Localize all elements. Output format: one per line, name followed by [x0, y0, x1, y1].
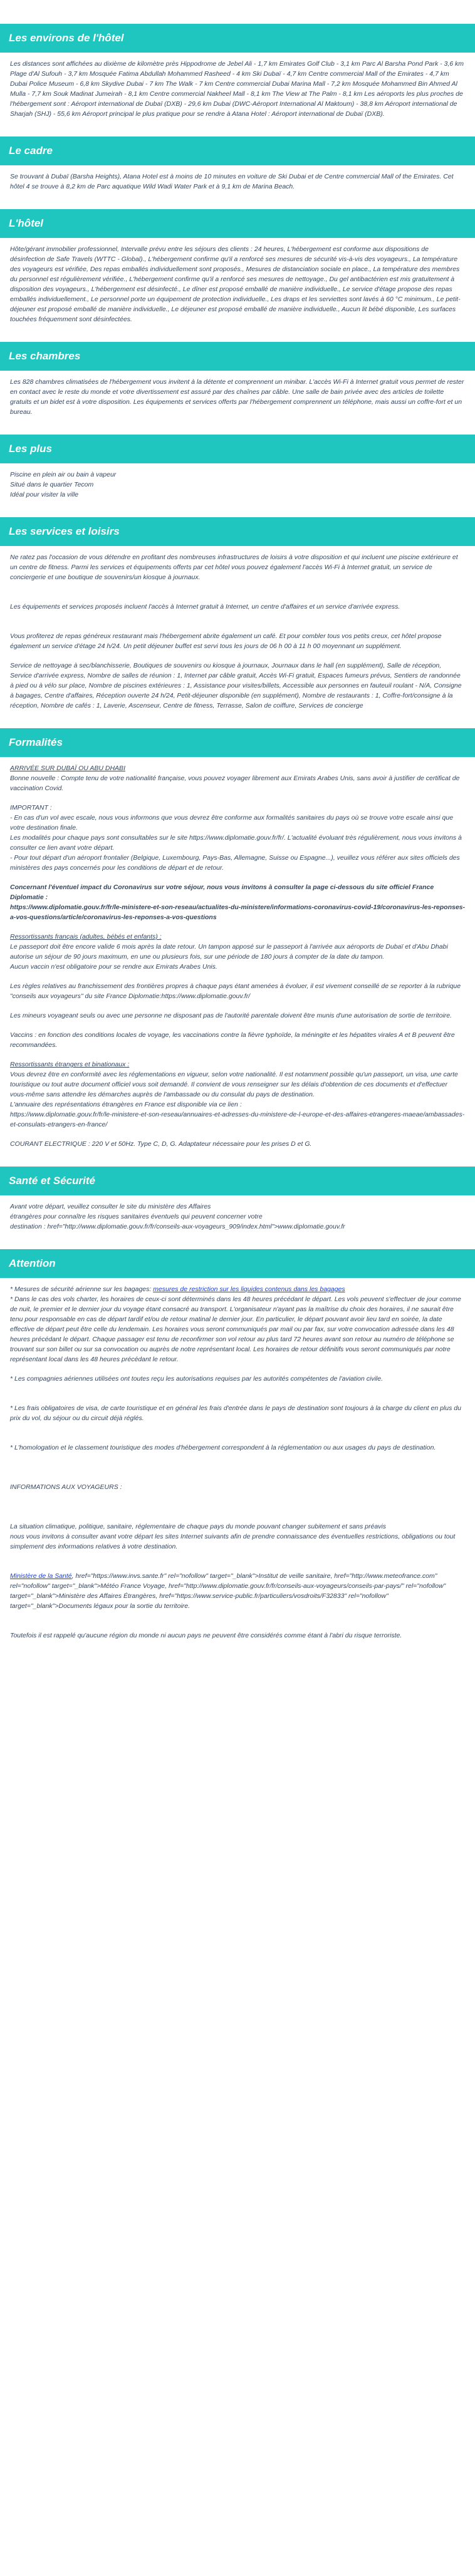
section-hotel [0, 209, 475, 324]
info-voyageurs-label: INFORMATIONS AUX VOYAGEURS : [10, 1483, 122, 1491]
services-paragraph: Ne ratez pas l'occasion de vous détendre en profitant des nombreuses infrastructures de loisirs à votre disposition et qui incluent une piscine extérieure et un centre de fitness. Parmi les services et équipements offerts par cet hôtel vous pouvez également l'accès Wi-Fi à Internet gratuit, un service de conciergerie et une boutique de souvenirs/un kiosque à journaux. [10, 554, 458, 581]
attention-paragraph: * Les compagnies aériennes utilisées ont toutes reçu les autorisations requises par les autorités compétentes de l'aviation civile. [10, 1375, 383, 1383]
attention-paragraph: * Dans le cas des vols charter, les horaires de ceux-ci sont déterminés dans les 48 heures précédant le départ. Les vols peuvent s'effectuer de jour comme de nuit, le premier et le dernier jour du voyage étant consacré au transport. L'organisateur n'ayant pas la maîtrise du choix des horaires, il ne saurait être tenu pour responsable en cas de départ tardif et/ou de retour matinal le dernier jour. En particulier, le départ pouvant avoir lieu tard en soirée, la date effective de départ peut être celle du lendemain. Les horaires vous seront communiqués par mail ou par fax, sur votre convocation adressée dans les 48 heures précédant le départ. Chaque passager est tenu de reconfirmer son vol retour au plus tard 72 heures avant son retour au numéro de téléphone se trouvant sur son billet ou sur sa convocation ou auprès de notre représentant local. Les horaires de retour définitifs vous seront communiqués par notre représentant local dans les 48 heures précédant le retour. [10, 1296, 461, 1363]
attention-paragraph: * L'homologation et le classement touristique des modes d'hébergement correspondent à la réglementation ou aux usages du pays de destination. [10, 1444, 436, 1451]
plus-line: Idéal pour visiter la ville [10, 491, 79, 498]
etrangers-title: Ressortissants étrangers et binationaux : [10, 1061, 130, 1068]
courant-electrique: COURANT ELECTRIQUE : 220 V et 50Hz. Type C, D, G. Adaptateur nécessaire pour les prises D et G. [10, 1140, 312, 1148]
attention-paragraph: * Les frais obligatoires de visa, de carte touristique et en général les frais d'entrée dans le pays de destination sont toujours à la charge du client en plus du prix du vol, du séjour ou du circuit déjà réglés. [10, 1404, 461, 1422]
formalites-paragraph: Bonne nouvelle : Compte tenu de votre nationalité française, vous pouvez voyager librement aux Emirats Arabes Unis, sans avoir à justifier de certificat de vaccination Covid. [10, 775, 460, 792]
cadre-text: Se trouvant à Dubaï (Barsha Heights), Atana Hotel est à moins de 10 minutes en voiture de Ski Dubai et de Centre commercial Mall of the Emirates. Cet hôtel 4 se trouve à 8,2 km de Parc aquatique Wild Wadi Water Park et à 9,1 km de Marina Beach. [10, 173, 454, 190]
section-services [0, 517, 475, 711]
mesures-prefix: * Mesures de sécurité aérienne sur les bagages: [10, 1285, 154, 1293]
section-chambres [0, 342, 475, 417]
section-title-environs: Les environs de l'hôtel [0, 24, 475, 53]
plus-line: Situé dans le quartier Tecom [10, 481, 94, 488]
important-line: - Pour tout départ d'un aéroport frontalier (Belgique, Luxembourg, Pays-Bas, Allemagne, Suisse ou Espagne...), veuillez vous référer aux sites officiels des ministères des pays concernés pour les conditions de départ et de retour. [10, 854, 460, 872]
section-attention [0, 1249, 475, 1641]
hotel-description-page [0, 24, 475, 1656]
covid-link[interactable]: https://www.diplomatie.gouv.fr/fr/le-ministere-et-son-reseau/actualites-du-ministere/informations-coronavirus-covid-19/coronavirus-les-reponses-a-vos-questions/article/coronavirus-les-reponses-a-vos-questions [10, 904, 466, 921]
section-title-attention: Attention [0, 1249, 475, 1278]
section-title-sante: Santé et Sécurité [0, 1167, 475, 1195]
ressortissants-line: Le passeport doit être encore valide 6 mois après la date retour. Un tampon apposé sur le passeport à l'arrivée aux aéroports de Dubaï et d'Abu Dhabi autorise un séjour de 90 jours maximum, en une ou plusieurs fois, sur une période de 180 jours à compter de la date du tampon. [10, 943, 448, 961]
chambres-text: Les 828 chambres climatisées de l'hébergement vous invitent à la détente et comprennent un minibar. L'accès Wi-Fi à Internet gratuit vous permet de rester en contact avec le reste du monde et votre divertissement est assuré par des chaînes par câble. Une salle de bain privée avec des articles de toilette gratuits et un bidet est à votre disposition. Les équipements et services offerts par l'hébergement comprennent un téléphone, mais aussi un coffre-fort et un bureau. [10, 378, 464, 416]
sante-links-line [10, 1571, 465, 1611]
sante-line: Avant votre départ, veuillez consulter le site du ministère des Affaires [10, 1203, 211, 1210]
attention-paragraph: nous vous invitons à consulter avant votre départ les sites Internet suivants afin de prendre connaissance des éventuelles restrictions, obligations ou tout simplement des informations relatives à votre destination. [10, 1533, 456, 1550]
etrangers-line: L'annuaire des représentations étrangères en France est disponible via ce lien : [10, 1101, 242, 1108]
section-title-formalites: Formalités [0, 728, 475, 757]
ressortissants-title: Ressortissants français (adultes, bébés et enfants) : [10, 933, 162, 940]
formalites-paragraph: Les mineurs voyageant seuls ou avec une personne ne disposant pas de l'autorité parentale doivent être munis d'une autorisation de sortie de territoire. [10, 1012, 452, 1019]
services-paragraph: Les équipements et services proposés incluent l'accès à Internet gratuit à Internet, un centre d'affaires et un service d'arrivée express. [10, 603, 400, 611]
sante-links-rest: , href="https://www.invs.sante.fr" rel="nofollow" target="_blank">Institut de veille sanitaire, href="http://www.meteofrance.com" rel="nofollow" target="_blank">Météo France Voyage, href="http://www.diplomatie.gouv.fr/fr/conseils-aux-voyageurs/conseils-par-pays/" rel="nofollow" target="_blank">Ministère des Affaires Étrangères, href="https://www.service-public.fr/particuliers/vosdroits/F32833" rel="nofollow" target="_blank">Documents légaux pour la sortie du territoire. [10, 1572, 446, 1610]
ministere-sante-link[interactable]: Ministère de la Santé [10, 1572, 72, 1580]
formalites-paragraph: Les règles relatives au franchissement des frontières propres à chaque pays étant amenées à évoluer, il est vivement conseillé de se reporter à la rubrique "conseils aux voyageurs" du site France Diplomatie:https://www.diplomatie.gouv.fr/ [10, 982, 461, 1000]
important-line: Les modalités pour chaque pays sont consultables sur le site https://www.diplomatie.gouv.fr/fr/. L'actualité évoluant très régulièrement, nous vous invitons à consulter ce lien avant votre départ. [10, 834, 462, 852]
etrangers-line: Vous devrez être en conformité avec les réglementations en vigueur, selon votre nationalité. Il est notamment possible qu'un passeport, un visa, une carte touristique ou tout autre document officiel vous soit demandé. Il convient de vous renseigner sur les délais d'obtention de ces documents et d'effectuer vous-même sans attendre les démarches auprès de l'ambassade ou du consulat du pays de destination. [10, 1071, 458, 1098]
section-title-hotel: L'hôtel [0, 209, 475, 238]
section-title-cadre: Le cadre [0, 137, 475, 165]
important-line: - En cas d'un vol avec escale, nous vous informons que vous devrez être conforme aux formalités sanitaires du pays où se trouve votre escale ainsi que votre destination finale. [10, 814, 454, 832]
section-cadre [0, 137, 475, 192]
section-title-plus: Les plus [0, 435, 475, 463]
services-paragraph: Vous profiterez de repas généreux restaurant mais l'hébergement abrite également un café. Et pour combler tous vos petits creux, cet hôtel propose également un service d'étage 24 h/24. Un petit déjeuner buffet est servi tous les jours de 06 h 00 à 11 h 00 moyennant un supplément. [10, 632, 442, 650]
section-plus [0, 435, 475, 500]
mesures-link[interactable]: mesures de restriction sur les liquides contenus dans les bagages [153, 1285, 345, 1293]
formalites-paragraph: Vaccins : en fonction des conditions locales de voyage, les vaccinations contre la fièvre typhoïde, la méningite et les hépatites virales A et B peuvent être recommandées. [10, 1031, 455, 1049]
section-environs [0, 24, 475, 119]
section-title-chambres: Les chambres [0, 342, 475, 371]
environs-text: Les distances sont affichées au dixième de kilomètre près Hippodrome de Jebel Ali - 1,7 km Emirates Golf Club - 3,1 km Parc Al Barsha Pond Park - 3,6 km Plage d'Al Sufouh - 3,7 km Mosquée Fatima Abdullah Mohammed Rasheed - 4 km Ski Dubaï - 4,7 km Centre commercial Mall of the Emirates - 4,7 km Dubai Police Museum - 6,8 km Skydive Dubai - 7 km The Walk - 7 km Centre commercial Dubai Marina Mall - 7,2 km Mosquée Mohammed Bin Ahmed Al Mulla - 7,7 km Souk Madinat Jumeirah - 8,1 km Centre commercial Nakheel Mall - 8,1 km The View at The Palm - 8,1 km Les aéroports les plus proches de l'hébergement sont : Aéroport international de Dubaï (DXB) - 29,6 km Dubai (DWC-Aéroport International Al Maktoum) - 38,8 km Aéroport international de Sharjah (SHJ) - 55,6 km Aéroport principal le plus pratique pour se rendre à Atana Hotel : Aéroport international de Dubaï (DXB). [10, 60, 464, 118]
services-paragraph: Service de nettoyage à sec/blanchisserie, Boutiques de souvenirs ou kiosque à journaux, Journaux dans le hall (en supplément), Salle de réception, Service d'arrivée express, Nombre de salles de réunion : 1, Internet par câble gratuit, Accès Wi-Fi gratuit, Espaces fumeurs prévus, Sentiers de randonnée à pied ou à vélo sur place, Nombre de piscines extérieures : 1, Assistance pour visites/billets, Accessible aux personnes en fauteuil roulant - N/A, Consigne à bagages, Centre d'affaires, Réception ouverte 24 h/24, Petit-déjeuner disponible (en supplément), Nombre de restaurants : 1, Coffre-fort/consigne à la réception, Nombre de cafés : 1, Laverie, Ascenseur, Centre de fitness, Terrasse, Salon de coiffure, Services de concierge [10, 662, 462, 709]
formalites-heading: ARRIVÉE SUR DUBAÏ OU ABU DHABI [10, 765, 125, 772]
hotel-text: Hôte/gérant immobilier professionnel, Intervalle prévu entre les séjours des clients : 24 heures, L'hébergement est conforme aux dispositions de désinfection de Safe Travels (WTTC - Global)., L'hébergement confirme qu'il a renforcé ses mesures de sécurité vis-à-vis des voyageurs., La température des voyageurs est vérifiée, Des repas emballés individuellement sont proposés., Mesures de distanciation sociale en place., La température des membres du personnel est régulièrement vérifiée., L'hébergement confirme qu'il a renforcé ses mesures de nettoyage., Du gel antibactérien est mis gratuitement à disposition des voyageurs., L'hébergement est désinfecté., Le dîner est proposé emballé de manière individuelle., Le service d'étage propose des repas emballés individuellement., Le personnel porte un équipement de protection individuelle., Les draps et les serviettes sont lavés à 60 °C minimum., Le petit-déjeuner est proposé emballé de manière individuelle., Le déjeuner est proposé emballé de manière individuelle., Aucun lit bébé disponible, Les surfaces touchées fréquemment sont désinfectées. [10, 245, 461, 323]
sante-line: étrangères pour connaître les risques sanitaires éventuels qui peuvent concerner votre [10, 1213, 263, 1220]
section-sante [0, 1167, 475, 1232]
section-title-services: Les services et loisirs [0, 517, 475, 546]
etrangers-line: https://www.diplomatie.gouv.fr/fr/le-ministere-et-son-reseau/annuaires-et-adresses-du-ministere-de-l-europe-et-des-affaires-etrangeres-maeae/ambassades-et-consulats-etrangers-en-france/ [10, 1111, 465, 1128]
ressortissants-line: Aucun vaccin n'est obligatoire pour se rendre aux Emirats Arabes Unis. [10, 963, 217, 971]
important-label: IMPORTANT : [10, 804, 52, 811]
sante-line: destination : href="http://www.diplomatie.gouv.fr/fr/conseils-aux-voyageurs_909/index.html">www.diplomatie.gouv.fr [10, 1223, 345, 1230]
section-formalites [0, 728, 475, 1149]
covid-title: Concernant l'éventuel impact du Coronavirus sur votre séjour, nous vous invitons à consulter la page ci-dessous du site officiel France Diplomatie : [10, 884, 434, 901]
attention-paragraph: La situation climatique, politique, sanitaire, réglementaire de chaque pays du monde pouvant changer subitement et sans préavis [10, 1523, 387, 1530]
attention-paragraph: Toutefois il est rappelé qu'aucune région du monde ni aucun pays ne peuvent être considérés comme étant à l'abri du risque terroriste. [10, 1632, 402, 1639]
mesures-line [10, 1284, 465, 1294]
plus-line: Piscine en plein air ou bain à vapeur [10, 471, 117, 478]
